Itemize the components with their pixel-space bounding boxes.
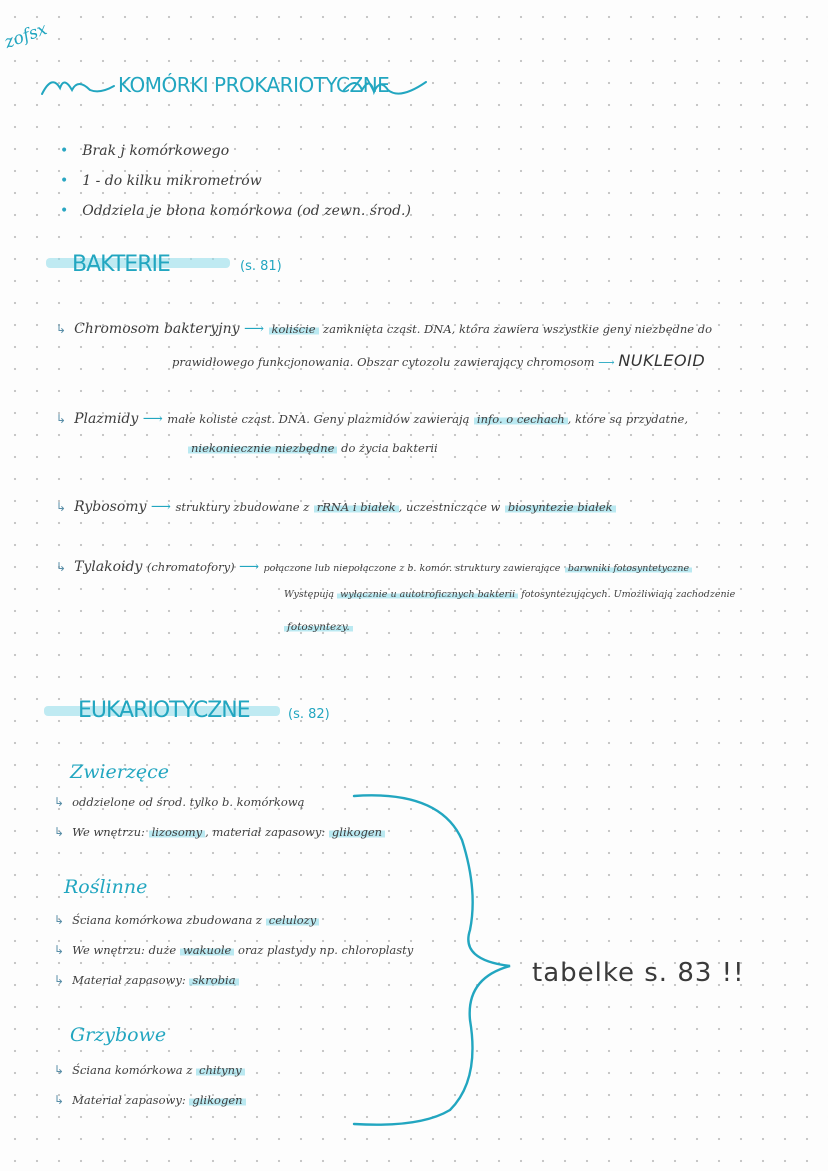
page-reference: (s. 82) bbox=[288, 707, 330, 722]
hook-arrow-icon: ↳ bbox=[54, 913, 65, 927]
highlight: barwniki fotosyntetyczne bbox=[565, 563, 692, 574]
hook-arrow-icon: ↳ bbox=[56, 560, 67, 574]
highlight: fotosyntezy. bbox=[284, 621, 353, 633]
bakterie-item-rybosomy: ↳ Rybosomy ⟶ struktury zbudowane z rRNA i białek , uczestniczące w biosyntezie białek bbox=[56, 499, 616, 515]
title-swirl-right-icon bbox=[340, 70, 430, 102]
bakterie-item-plazmidy: ↳ Plazmidy ⟶ małe koliste cząst. DNA. Geny plazmidów zawierają info. o cechach , które są przydatne, bbox=[56, 411, 688, 427]
title-swirl-left-icon bbox=[38, 70, 118, 100]
highlight: celulozy bbox=[266, 913, 320, 927]
arrow-icon: ⟶ bbox=[243, 321, 265, 337]
bakterie-item-tylakoidy-cont2 bbox=[284, 621, 353, 633]
subheading-grzybowe: Grzybowe bbox=[70, 1024, 167, 1046]
tabelka-note: tabelke s. 83 !! bbox=[532, 958, 745, 988]
arrow-icon: ⟶ bbox=[150, 499, 171, 515]
grzybowe-item: ↳ Materiał zapasowy: glikogen bbox=[54, 1093, 246, 1107]
arrow-icon: ⟶ bbox=[142, 411, 163, 427]
corner-note: zofsx bbox=[1, 19, 50, 53]
bakterie-item-plazmidy-cont: niekoniecznie niezbędne do życia bakterii bbox=[188, 441, 438, 455]
highlight: koliście bbox=[269, 322, 319, 336]
arrow-icon: ⟶ bbox=[598, 355, 615, 369]
section-heading-bakterie: BAKTERIE bbox=[72, 252, 170, 277]
subheading-roslinne: Roślinne bbox=[64, 876, 148, 898]
section-heading-eukariotyczne: EUKARIOTYCZNE bbox=[78, 698, 250, 723]
bullet-icon: • bbox=[60, 203, 69, 219]
highlight: rRNA i białek bbox=[314, 500, 399, 514]
intro-bullet: • Brak j komórkowego bbox=[60, 143, 230, 159]
curly-brace-icon bbox=[350, 790, 530, 1130]
highlight: skrobia bbox=[189, 973, 238, 987]
hook-arrow-icon: ↳ bbox=[56, 322, 67, 336]
roslinne-item: ↳ Ściana komórkowa zbudowana z celulozy bbox=[54, 913, 319, 927]
roslinne-item: ↳ Materiał zapasowy: skrobia bbox=[54, 973, 239, 987]
intro-bullet: • 1 - do kilku mikrometrów bbox=[60, 173, 262, 189]
hook-arrow-icon: ↳ bbox=[54, 1093, 65, 1107]
hook-arrow-icon: ↳ bbox=[54, 795, 65, 809]
zwierzece-item: ↳ We wnętrzu: lizosomy , materiał zapasowy: glikogen bbox=[54, 825, 385, 839]
bakterie-item-tylakoidy: ↳ Tylakoidy (chromatofory) ⟶ połączone lub niepołączone z b. komór. struktury zawierające barwniki fotosyntetyczne bbox=[56, 559, 692, 575]
hook-arrow-icon: ↳ bbox=[54, 825, 65, 839]
hook-arrow-icon: ↳ bbox=[54, 1063, 65, 1077]
highlight: lizosomy bbox=[149, 825, 206, 839]
arrow-icon: ⟶ bbox=[239, 559, 260, 575]
zwierzece-item: ↳ oddzielone od środ. tylko b. komórkową bbox=[54, 795, 305, 809]
page-reference: (s. 81) bbox=[240, 259, 282, 274]
bakterie-item-chromosom: ↳ Chromosom bakteryjny ⟶ koliście zamknięta cząst. DNA, która zawiera wszystkie geny niezbędne do bbox=[56, 321, 713, 337]
highlight: wakuole bbox=[180, 943, 234, 957]
roslinne-item: ↳ We wnętrzu: duże wakuole oraz plastydy np. chloroplasty bbox=[54, 943, 414, 957]
hook-arrow-icon: ↳ bbox=[56, 500, 67, 514]
hook-arrow-icon: ↳ bbox=[54, 973, 65, 987]
highlight: glikogen bbox=[329, 825, 385, 839]
bakterie-item-chromosom-cont: prawidłowego funkcjonowania. Obszar cytozolu zawierający chromosom ⟶ NUKLEOID bbox=[172, 351, 706, 370]
bakterie-item-tylakoidy-cont: Występują wyłącznie u autotroficznych bakterii fotosyntezujących. Umożliwiają zachodzenie bbox=[284, 589, 736, 600]
hook-arrow-icon: ↳ bbox=[56, 412, 67, 426]
subheading-zwierzece: Zwierzęce bbox=[70, 761, 170, 783]
intro-bullet: • Oddziela je błona komórkowa (od zewn. środ.) bbox=[60, 203, 411, 219]
highlight: niekoniecznie niezbędne bbox=[188, 441, 337, 455]
bullet-icon: • bbox=[60, 173, 69, 189]
highlight: chityny bbox=[196, 1063, 245, 1077]
bullet-icon: • bbox=[60, 143, 69, 159]
highlight: wyłącznie u autotroficznych bakterii bbox=[337, 589, 518, 600]
highlight: glikogen bbox=[189, 1093, 245, 1107]
highlight: biosyntezie białek bbox=[505, 500, 616, 514]
hook-arrow-icon: ↳ bbox=[54, 943, 65, 957]
grzybowe-item: ↳ Ściana komórkowa z chityny bbox=[54, 1063, 245, 1077]
page-title: KOMÓRKI PROKARIOTYCZNE bbox=[118, 73, 390, 97]
nukleoid-term: NUKLEOID bbox=[618, 351, 706, 370]
highlight: info. o cechach bbox=[474, 412, 568, 426]
